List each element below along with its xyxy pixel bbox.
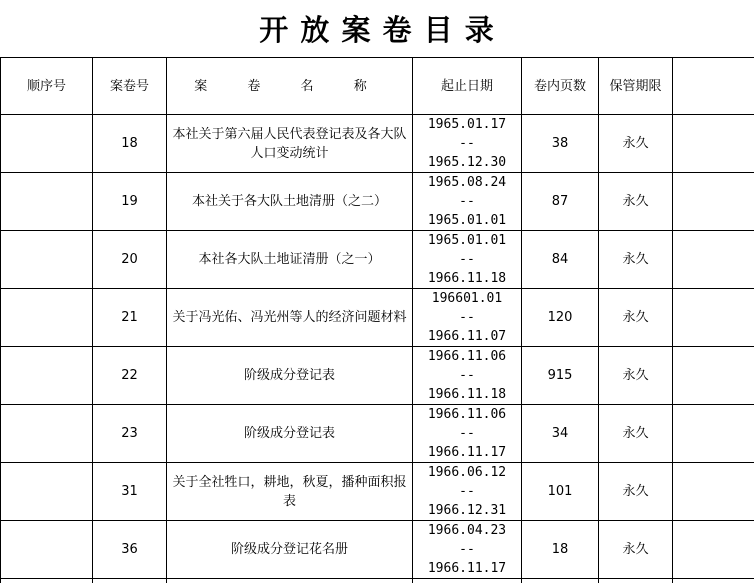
table-row[interactable]	[1, 521, 754, 579]
partial-cell	[599, 579, 673, 583]
header-pages: 卷内页数	[522, 58, 599, 115]
date-separator: --	[415, 540, 519, 559]
seq-cell	[1, 521, 93, 579]
blank-cell	[673, 115, 754, 173]
blank-cell	[673, 231, 754, 289]
partial-cell	[413, 579, 522, 583]
pages-cell: 87	[522, 173, 599, 231]
pages-cell: 34	[522, 405, 599, 463]
date-start: 1965.01.17	[415, 115, 519, 134]
name-cell: 本社关于第六届人民代表登记表及各大队人口变动统计	[167, 115, 413, 173]
partial-cell	[93, 579, 167, 583]
name-cell: 本社各大队土地证清册（之一）	[167, 231, 413, 289]
date-end: 1966.11.17	[415, 559, 519, 578]
header-retention: 保管期限	[599, 58, 673, 115]
date-end: 1966.11.18	[415, 385, 519, 404]
name-cell: 本社关于各大队土地清册（之二）	[167, 173, 413, 231]
partial-row	[1, 579, 754, 583]
partial-cell	[1, 579, 93, 583]
name-cell: 关于冯光佑、冯光州等人的经济问题材料	[167, 289, 413, 347]
file-no-cell: 20	[93, 231, 167, 289]
catalog-table	[0, 57, 754, 583]
pages-cell: 18	[522, 521, 599, 579]
date-separator: --	[415, 192, 519, 211]
partial-cell	[167, 579, 413, 583]
seq-cell	[1, 289, 93, 347]
blank-cell	[673, 347, 754, 405]
date-end: 1966.11.07	[415, 327, 519, 346]
date-start: 1965.08.24	[415, 173, 519, 192]
date-end: 1966.11.17	[415, 443, 519, 462]
dates-cell	[413, 405, 522, 463]
file-no-cell: 18	[93, 115, 167, 173]
dates-cell	[413, 115, 522, 173]
table-row[interactable]	[1, 173, 754, 231]
date-separator: --	[415, 424, 519, 443]
blank-cell	[673, 173, 754, 231]
name-cell: 阶级成分登记花名册	[167, 521, 413, 579]
date-start: 1966.06.12	[415, 463, 519, 482]
table-row[interactable]	[1, 347, 754, 405]
date-separator: --	[415, 308, 519, 327]
header-blank	[673, 58, 754, 115]
date-end: 1965.12.30	[415, 153, 519, 172]
dates-cell	[413, 173, 522, 231]
retention-cell: 永久	[599, 521, 673, 579]
table-row[interactable]	[1, 289, 754, 347]
retention-cell: 永久	[599, 289, 673, 347]
pages-cell: 84	[522, 231, 599, 289]
date-separator: --	[415, 250, 519, 269]
pages-cell: 120	[522, 289, 599, 347]
seq-cell	[1, 115, 93, 173]
blank-cell	[673, 289, 754, 347]
date-start: 1965.01.01	[415, 231, 519, 250]
seq-cell	[1, 231, 93, 289]
table-row[interactable]	[1, 115, 754, 173]
header-name-text: 案 卷 名 称	[194, 79, 384, 94]
retention-cell: 永久	[599, 405, 673, 463]
seq-cell	[1, 463, 93, 521]
blank-cell	[673, 463, 754, 521]
table-row[interactable]	[1, 463, 754, 521]
name-cell: 阶级成分登记表	[167, 405, 413, 463]
file-no-cell: 22	[93, 347, 167, 405]
date-separator: --	[415, 482, 519, 501]
header-file-no: 案卷号	[93, 58, 167, 115]
dates-cell	[413, 231, 522, 289]
page-title: 开 放 案 卷 目 录	[259, 8, 494, 49]
pages-cell: 101	[522, 463, 599, 521]
table-row[interactable]	[1, 405, 754, 463]
pages-cell: 38	[522, 115, 599, 173]
seq-cell	[1, 173, 93, 231]
partial-cell	[673, 579, 754, 583]
date-end: 1966.12.31	[415, 501, 519, 520]
retention-cell: 永久	[599, 231, 673, 289]
retention-cell: 永久	[599, 115, 673, 173]
date-end: 1966.11.18	[415, 269, 519, 288]
retention-cell: 永久	[599, 463, 673, 521]
date-start: 196601.01	[415, 289, 519, 308]
date-separator: --	[415, 134, 519, 153]
name-cell: 阶级成分登记表	[167, 347, 413, 405]
dates-cell	[413, 521, 522, 579]
header-dates: 起止日期	[413, 58, 522, 115]
header-seq: 顺序号	[1, 58, 93, 115]
table-row[interactable]	[1, 231, 754, 289]
file-no-cell: 31	[93, 463, 167, 521]
dates-cell	[413, 463, 522, 521]
name-cell: 关于全社牲口，耕地，秋夏，播种面积报表	[167, 463, 413, 521]
dates-cell	[413, 289, 522, 347]
partial-cell	[522, 579, 599, 583]
pages-cell: 915	[522, 347, 599, 405]
title-row	[0, 0, 754, 57]
dates-cell	[413, 347, 522, 405]
date-start: 1966.11.06	[415, 405, 519, 424]
seq-cell	[1, 405, 93, 463]
date-start: 1966.11.06	[415, 347, 519, 366]
file-no-cell: 21	[93, 289, 167, 347]
blank-cell	[673, 405, 754, 463]
retention-cell: 永久	[599, 173, 673, 231]
retention-cell: 永久	[599, 347, 673, 405]
file-no-cell: 36	[93, 521, 167, 579]
blank-cell	[673, 521, 754, 579]
date-start: 1966.04.23	[415, 521, 519, 540]
file-no-cell: 23	[93, 405, 167, 463]
date-separator: --	[415, 366, 519, 385]
header-row	[1, 58, 754, 115]
date-end: 1965.01.01	[415, 211, 519, 230]
file-no-cell: 19	[93, 173, 167, 231]
header-name	[167, 58, 413, 115]
seq-cell	[1, 347, 93, 405]
